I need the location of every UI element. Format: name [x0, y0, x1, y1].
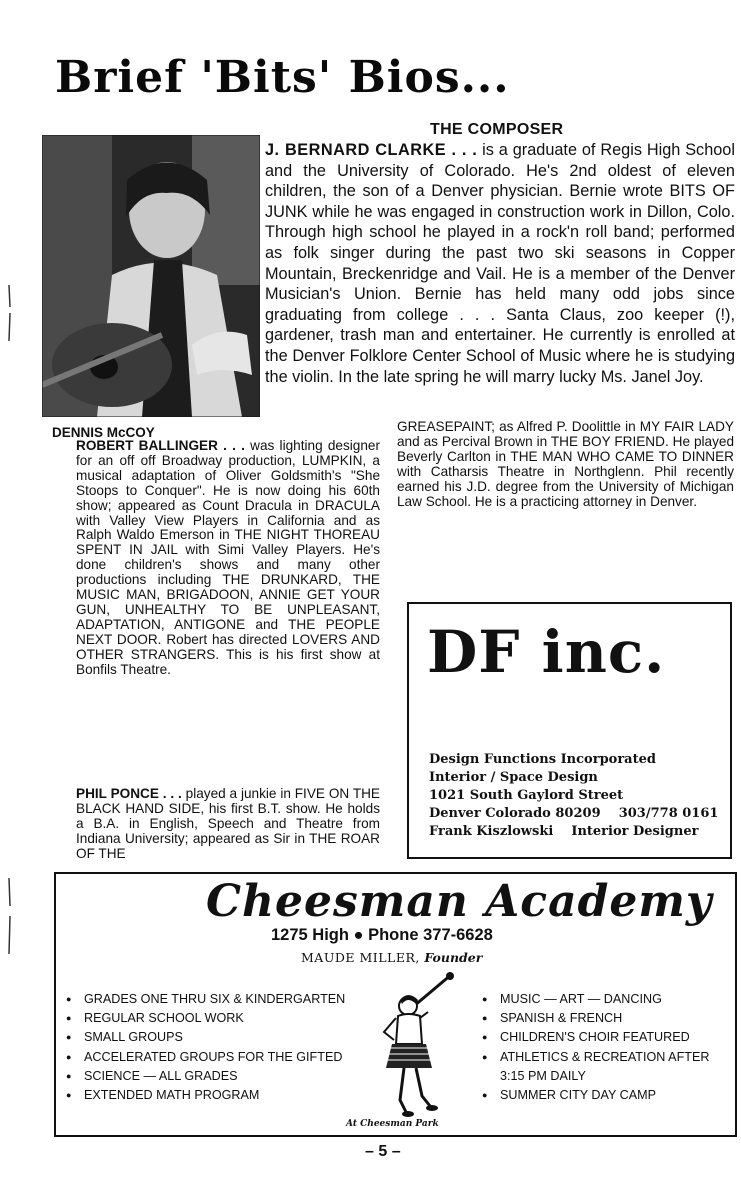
ponce-bio-text: played a junkie in FIVE ON THE BLACK HAND SIDE, his first B.T. show. He holds a B.A. in English, Speech and Theatre from Indiana University; appeared as Sir in THE ROAR OF THE: [76, 786, 381, 861]
ponce-bio-continued: GREASEPAINT; as Alfred P. Doolittle in MY FAIR LADY and as Percival Brown in THE BOY FRIEND. He played Beverly Carlton in THE MAN WHO CAME TO DINNER with Catharsis Theatre in Northglenn. Phil recently earned his J.D. degree from the University of Michigan Law School. He is a practicing attorney in Denver.: [397, 419, 734, 509]
ponce-name: PHIL PONCE . . .: [76, 786, 182, 801]
composer-name: J. BERNARD CLARKE . . .: [265, 141, 478, 159]
composer-bio: [265, 140, 735, 387]
dennis-heading: DENNIS McCOY: [52, 425, 155, 440]
binder-mark: [7, 283, 12, 343]
cheesman-founder: [301, 950, 482, 965]
cheesman-address-phone: 1275 High ● Phone 377-6628: [271, 926, 493, 944]
ponce-bio: [76, 787, 380, 862]
cheesman-academy-advertisement: [54, 872, 737, 1137]
list-item: ● CHILDREN'S CHOIR FEATURED: [482, 1028, 709, 1047]
list-item: ● SPANISH & FRENCH: [482, 1009, 709, 1028]
list-item: ● EXTENDED MATH PROGRAM: [66, 1086, 345, 1105]
flutist-caption: At Cheesman Park: [346, 1119, 439, 1129]
df-contact: Frank Kiszlowski Interior Designer: [429, 824, 699, 839]
cheesman-academy-logo: Cheesman Academy: [206, 876, 713, 927]
list-item: 3:15 PM DAILY: [500, 1068, 586, 1083]
composer-photo: [42, 135, 260, 417]
df-inc-logo: DF inc.: [427, 618, 666, 686]
list-item: ● MUSIC — ART — DANCING: [482, 990, 709, 1009]
ballinger-bio: [76, 439, 380, 678]
page-number: – 5 –: [365, 1143, 401, 1160]
founder-title: Founder: [424, 950, 483, 965]
ballinger-name: ROBERT BALLINGER . . .: [76, 438, 245, 453]
ballinger-bio-text: was lighting designer for an off off Broadway production, LUMPKIN, a musical adaptation of Oliver Goldsmith's "She Stoops to Conquer". He is now doing his 60th show; appeared as Count Dracula in DRACULA with Valley View Players in California and as Ralph Waldo Emerson in THE NIGHT THOREAU SPENT IN JAIL with Simi Valley Players. He's done children's shows and many other productions including THE DRUNKARD, THE MUSIC MAN, BRIGADOON, ANNIE GET YOUR GUN, UNHEALTHY TO BE UNPLEASANT, ADAPTATION, ANTIGONE and THE PEOPLE NEXT DOOR. Robert has directed LOVERS AND OTHER STRANGERS. This is his first show at Bonfils Theatre.: [76, 438, 380, 677]
composer-heading: THE COMPOSER: [430, 121, 564, 138]
features-right-list: [482, 990, 709, 1105]
list-item: ● SUMMER CITY DAY CAMP: [482, 1086, 709, 1105]
list-item: ● ATHLETICS & RECREATION AFTER: [482, 1048, 709, 1067]
df-city-phone: Denver Colorado 80209 303/778 0161: [429, 806, 719, 821]
composer-bio-text: is a graduate of Regis High School and the University of Colorado. He's 2nd oldest of eleven children, the son of a Denver physician. Bernie wrote BITS OF JUNK while he was engaged in construction work in Dillon, Colo. Through high school he played in a rock'n roll band; performed as folk singer during the past two ski seasons in Copper Mountain, Breckenridge and Vail. He is a member of the Denver Musician's Union. Bernie has held many odd jobs since graduating from college . . . Santa Claus, zoo keeper (!), gardener, trash man and entertainer. He currently is enrolled at the Denver Folklore Center School of Music where he is studying the violin. In the late spring he will marry lucky Ms. Janel Joy.: [265, 141, 735, 386]
founder-name: MAUDE MILLER,: [301, 950, 420, 965]
list-item: ● REGULAR SCHOOL WORK: [66, 1009, 345, 1028]
df-services: Interior / Space Design: [429, 770, 598, 785]
df-inc-advertisement: [407, 602, 732, 859]
binder-mark: [7, 876, 12, 956]
list-item: ● ACCELERATED GROUPS FOR THE GIFTED: [66, 1048, 345, 1067]
flutist-illustration: [374, 972, 456, 1124]
list-item: ● SCIENCE — ALL GRADES: [66, 1067, 345, 1086]
df-company-name: Design Functions Incorporated: [429, 752, 656, 767]
list-item: ● SMALL GROUPS: [66, 1028, 345, 1047]
page-title: Brief 'Bits' Bios...: [55, 52, 510, 103]
list-item: ● GRADES ONE THRU SIX & KINDERGARTEN: [66, 990, 345, 1009]
features-left-list: [66, 990, 345, 1105]
df-street-address: 1021 South Gaylord Street: [429, 788, 624, 803]
